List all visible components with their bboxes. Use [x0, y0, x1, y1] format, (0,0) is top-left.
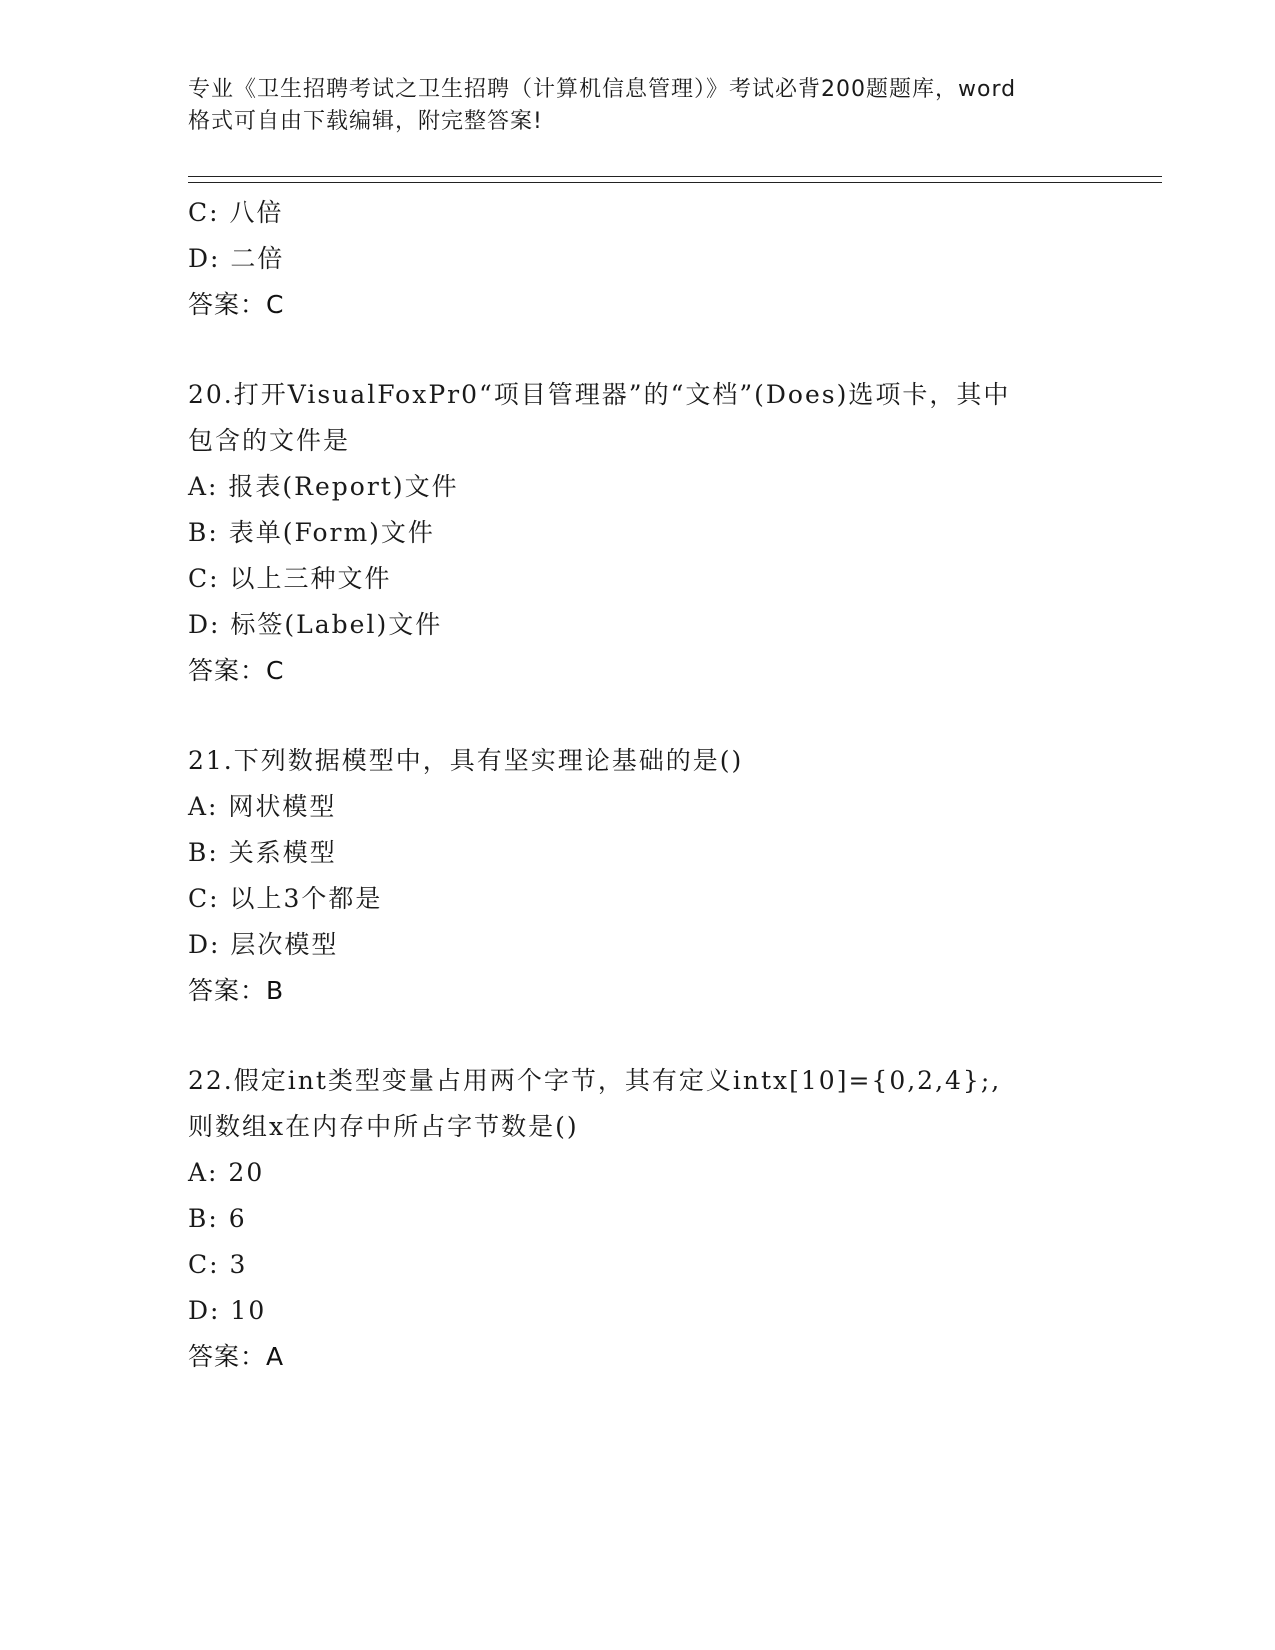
option-c: C: 3	[188, 1250, 248, 1279]
question-20	[188, 372, 1088, 694]
question-spacer	[188, 328, 1088, 372]
option-b: B: 6	[188, 1204, 247, 1233]
option-d: D: 层次模型	[188, 930, 339, 959]
header-title-line-1: 专业《卫生招聘考试之卫生招聘（计算机信息管理）》考试必背200题题库，word	[188, 77, 1017, 102]
question-spacer	[188, 694, 1088, 738]
question-stem-line-2: 则数组x在内存中所占字节数是()	[188, 1112, 579, 1141]
header-title-line-2: 格式可自由下载编辑，附完整答案!	[188, 109, 543, 134]
question-stem-line-2: 包含的文件是	[188, 426, 351, 455]
option-c: C: 以上3个都是	[188, 884, 383, 913]
option-a: A: 报表(Report)文件	[188, 472, 459, 501]
header-divider-top	[188, 176, 1162, 177]
question-stem-line-1: 21.下列数据模型中，具有坚实理论基础的是()	[188, 746, 744, 775]
question-19-tail	[188, 190, 1088, 328]
option-b: B: 表单(Form)文件	[188, 518, 435, 547]
option-b: B: 关系模型	[188, 838, 337, 867]
option-a: A: 网状模型	[188, 792, 337, 821]
option-d: D: 10	[188, 1296, 267, 1325]
option-d: D: 标签(Label)文件	[188, 610, 443, 639]
option-c: C: 八倍	[188, 198, 284, 227]
document-header	[188, 74, 1088, 138]
question-22	[188, 1058, 1088, 1380]
header-divider-bottom	[188, 182, 1162, 183]
question-spacer	[188, 1014, 1088, 1058]
option-c: C: 以上三种文件	[188, 564, 392, 593]
answer-line: 答案：B	[188, 976, 285, 1005]
question-stem-line-1: 22.假定int类型变量占用两个字节，其有定义intx[10]={0,2,4};,	[188, 1066, 1002, 1095]
question-21	[188, 738, 1088, 1014]
answer-line: 答案：A	[188, 1342, 285, 1371]
answer-line: 答案：C	[188, 656, 285, 685]
option-a: A: 20	[188, 1158, 265, 1187]
answer-line: 答案：C	[188, 290, 285, 319]
question-list	[188, 190, 1088, 1380]
question-stem-line-1: 20.打开VisualFoxPr0“项目管理器”的“文档”(Does)选项卡，其中	[188, 380, 1011, 409]
option-d: D: 二倍	[188, 244, 285, 273]
